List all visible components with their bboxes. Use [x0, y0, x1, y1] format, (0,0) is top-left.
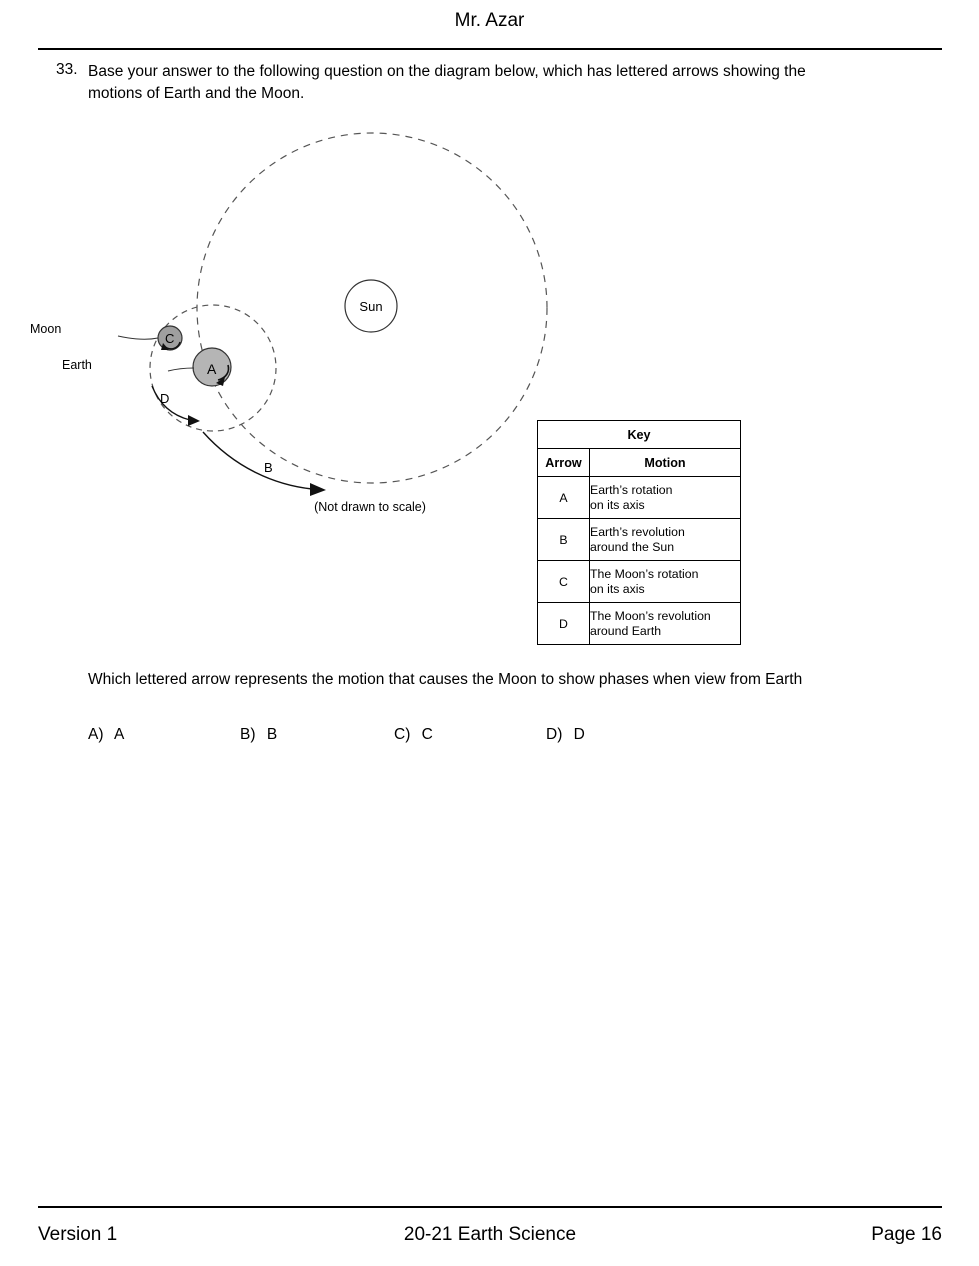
answer-choice-a[interactable] [88, 726, 124, 744]
question-prompt: Which lettered arrow represents the motion that causes the Moon to show phases when view from Earth [88, 671, 803, 688]
arrow-b-head [310, 483, 326, 496]
question-stem: Base your answer to the following question on the diagram below, which has lettered arrows showing the motions of Earth and the Moon. [88, 63, 806, 102]
table-row [538, 477, 741, 519]
key-title: Key [538, 421, 741, 449]
arrow-a-label: A [207, 361, 217, 377]
answer-choice-c-text: C [421, 726, 433, 743]
key-row-arrow: A [538, 477, 590, 519]
table-row [538, 519, 741, 561]
answer-choice-b-text: B [266, 726, 278, 743]
key-header-motion: Motion [590, 449, 741, 477]
page-footer [38, 1224, 942, 1250]
key-row-motion-line2: around the Sun [590, 539, 675, 554]
arrow-b-label: B [264, 460, 273, 475]
moon-leader-line [118, 336, 158, 339]
footer-course: 20-21 Earth Science [403, 1224, 577, 1245]
table-row [538, 603, 741, 645]
answer-choice-d-label: D) [546, 726, 563, 743]
page-header-title: Mr. Azar [454, 10, 525, 31]
footer-divider [38, 1206, 942, 1208]
key-row-motion-line1: Earth’s rotation [590, 483, 673, 497]
key-row-motion [590, 519, 741, 561]
key-row-motion-line2: on its axis [590, 581, 645, 596]
key-title-row [538, 421, 741, 449]
footer-page-number: Page 16 [871, 1224, 942, 1245]
key-table [537, 420, 741, 645]
key-row-motion-line2: on its axis [590, 497, 645, 512]
key-row-motion-line1: Earth’s revolution [590, 525, 685, 539]
moon-label-text: Moon [30, 322, 62, 336]
arrow-d-head [188, 415, 200, 426]
not-to-scale-note: (Not drawn to scale) [314, 500, 426, 514]
key-row-arrow: C [538, 561, 590, 603]
key-row-motion [590, 477, 741, 519]
answer-choice-a-label: A) [88, 726, 104, 743]
key-row-motion-line2: around Earth [590, 623, 662, 638]
answer-choice-d-text: D [573, 726, 585, 743]
key-row-motion [590, 561, 741, 603]
key-row-motion-line1: The Moon’s rotation [590, 567, 699, 581]
table-row [538, 561, 741, 603]
key-header-arrow: Arrow [538, 449, 590, 477]
key-row-arrow: D [538, 603, 590, 645]
earth-leader-line [168, 368, 194, 371]
answer-choice-d[interactable] [546, 726, 585, 744]
arrow-b-path [203, 432, 312, 489]
answer-choice-b-label: B) [240, 726, 256, 743]
arrow-d-label: D [160, 391, 170, 406]
answer-choice-b[interactable] [240, 726, 277, 744]
key-row-motion-line1: The Moon’s revolution [590, 609, 711, 623]
key-row-arrow: B [538, 519, 590, 561]
key-row-motion [590, 603, 741, 645]
key-header-row [538, 449, 741, 477]
earth-moon-sun-diagram [60, 118, 580, 538]
earth-label-text: Earth [62, 358, 92, 372]
answer-choice-c-label: C) [394, 726, 411, 743]
answer-choice-a-text: A [113, 726, 125, 743]
answer-choice-c[interactable] [394, 726, 433, 744]
arrow-c-label: C [165, 331, 175, 346]
question-number: 33. [56, 61, 78, 78]
header-divider [38, 48, 942, 50]
footer-version: Version 1 [38, 1224, 118, 1245]
sun-label: Sun [359, 299, 383, 314]
